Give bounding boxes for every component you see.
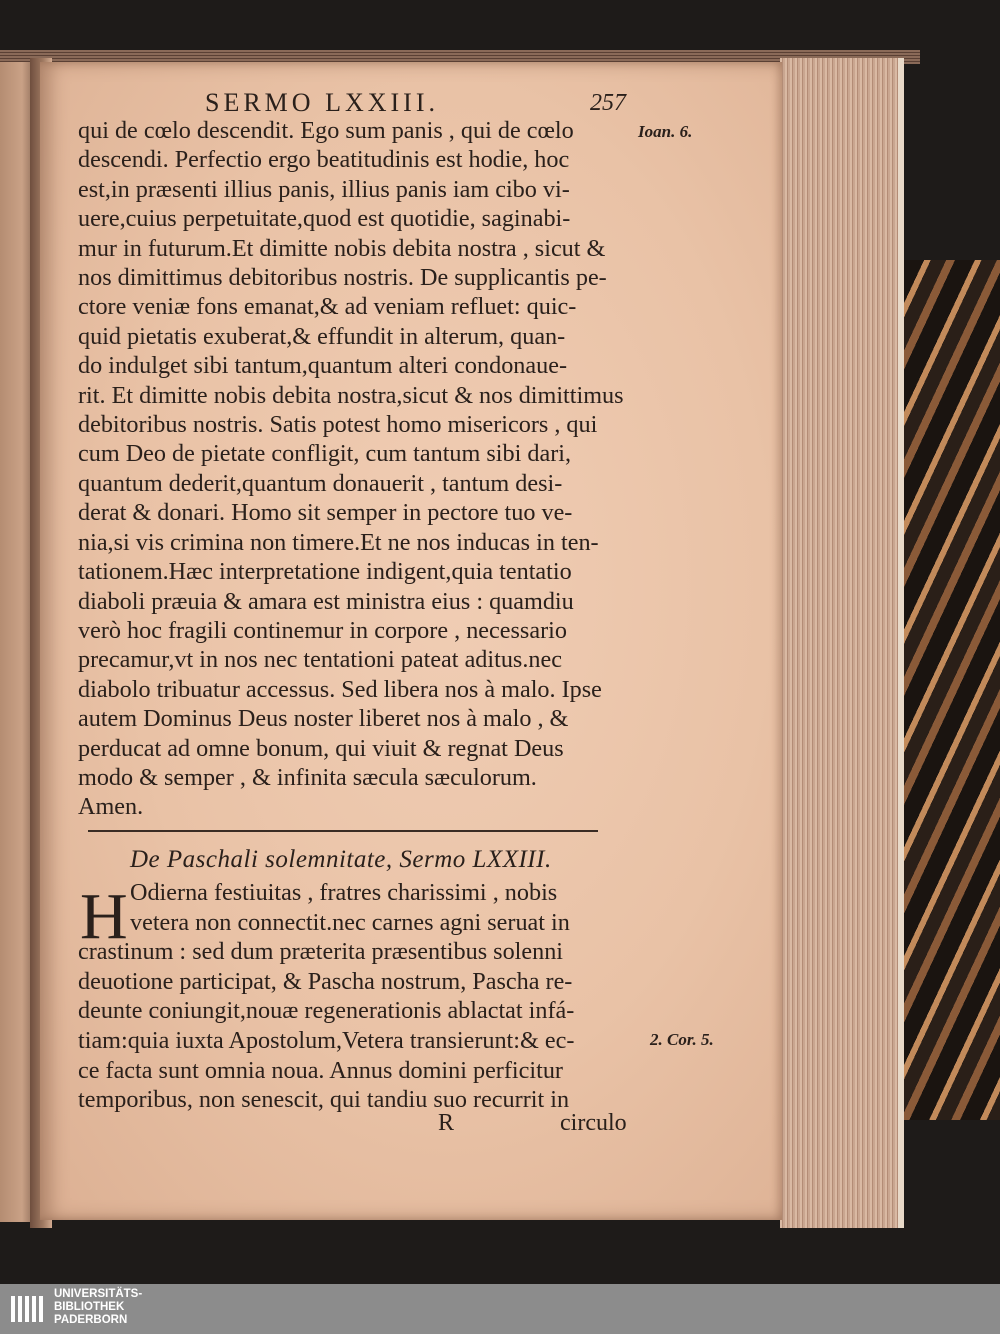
text-line: temporibus, non senescit, qui tandiu suo recurrit in <box>78 1086 570 1114</box>
text-line: ce facta sunt omnia noua. Annus domini perficitur <box>78 1056 563 1084</box>
text-line: vetera non connectit.nec carnes agni seruat in <box>130 908 570 936</box>
text-line: Amen. <box>78 793 144 821</box>
text-line: deuotione participat, & Pascha nostrum, Pascha re- <box>78 967 573 995</box>
text-line: debitoribus nostris. Satis potest homo misericors , qui <box>78 411 598 439</box>
text-line: crastinum : sed dum præterita præsentibus solenni <box>78 938 564 966</box>
drop-cap: H <box>80 880 128 953</box>
text-line: cum Deo de pietate confligit, cum tantum sibi dari, <box>78 440 572 468</box>
section-rule <box>88 830 598 832</box>
sermon-text <box>78 878 638 1115</box>
text-line: autem Dominus Deus noster liberet nos à malo , & <box>78 705 569 733</box>
text-line: quantum dederit,quantum donauerit , tantum desi- <box>78 469 563 497</box>
text-line: diaboli præuia & amara est ministra eius : quamdiu <box>78 587 574 615</box>
text-line: precamur,vt in nos nec tentationi pateat aditus.nec <box>78 646 562 674</box>
body-text <box>78 116 638 822</box>
text-line: ctore veniæ fons emanat,& ad veniam refluet: quic- <box>78 293 577 321</box>
library-logo-icon <box>10 1292 44 1326</box>
page-block-edges <box>780 58 904 1228</box>
text-line: mur in futurum.Et dimitte nobis debita nostra , sicut & <box>78 234 606 262</box>
text-line: nos dimittimus debitoribus nostris. De supplicantis pe- <box>78 264 607 292</box>
text-line: uere,cuius perpetuitate,quod est quotidie, saginabi- <box>78 205 571 233</box>
library-name-line: PADERBORN <box>54 1314 128 1326</box>
text-line: verò hoc fragili continemur in corpore , necessario <box>78 616 567 644</box>
sermon-title: De Paschali solemnitate, Sermo LXXIII. <box>130 846 552 873</box>
text-line: do indulget sibi tantum,quantum alteri condonaue- <box>78 352 568 380</box>
text-line: Odierna festiuitas , fratres charissimi , nobis <box>130 879 558 906</box>
text-line: nia,si vis crimina non timere.Et ne nos inducas in ten- <box>78 528 599 556</box>
text-line: tiam:quia iuxta Apostolum,Vetera transierunt:& ec- <box>78 1026 575 1054</box>
text-line: quid pietatis exuberat,& effundit in alterum, quan- <box>78 322 566 350</box>
page-number: 257 <box>590 90 626 116</box>
library-name-line: UNIVERSITÄTS- <box>54 1288 143 1300</box>
text-line: perducat ad omne bonum, qui viuit & regnat Deus <box>78 734 564 762</box>
text-line: est,in præsenti illius panis, illius panis iam cibo vi- <box>78 175 570 203</box>
library-footer-bar <box>0 1284 1000 1334</box>
text-line: rit. Et dimitte nobis debita nostra,sicut & nos dimittimus <box>78 381 624 409</box>
margin-note: 2. Cor. 5. <box>650 1030 714 1049</box>
signature-mark: R <box>438 1110 455 1136</box>
text-line: deunte coniungit,nouæ regenerationis ablactat infá- <box>78 997 575 1025</box>
text-line: tationem.Hæc interpretatione indigent,quia tentatio <box>78 558 572 586</box>
text-line: qui de cœlo descendit. Ego sum panis , qui de cœlo <box>78 117 574 144</box>
running-head: SERMO LXXIII. <box>205 88 439 117</box>
library-name-line: BIBLIOTHEK <box>54 1301 125 1313</box>
catchword: circulo <box>560 1110 627 1136</box>
library-name <box>54 1288 142 1327</box>
margin-note: Ioan. 6. <box>638 122 693 141</box>
text-line: descendi. Perfectio ergo beatitudinis est hodie, hoc <box>78 146 570 174</box>
text-line: diabolo tribuatur accessus. Sed libera nos à malo. Ipse <box>78 675 602 703</box>
text-line: derat & donari. Homo sit semper in pectore tuo ve- <box>78 499 573 527</box>
text-line: modo & semper , & infinita sæcula sæculorum. <box>78 763 537 791</box>
